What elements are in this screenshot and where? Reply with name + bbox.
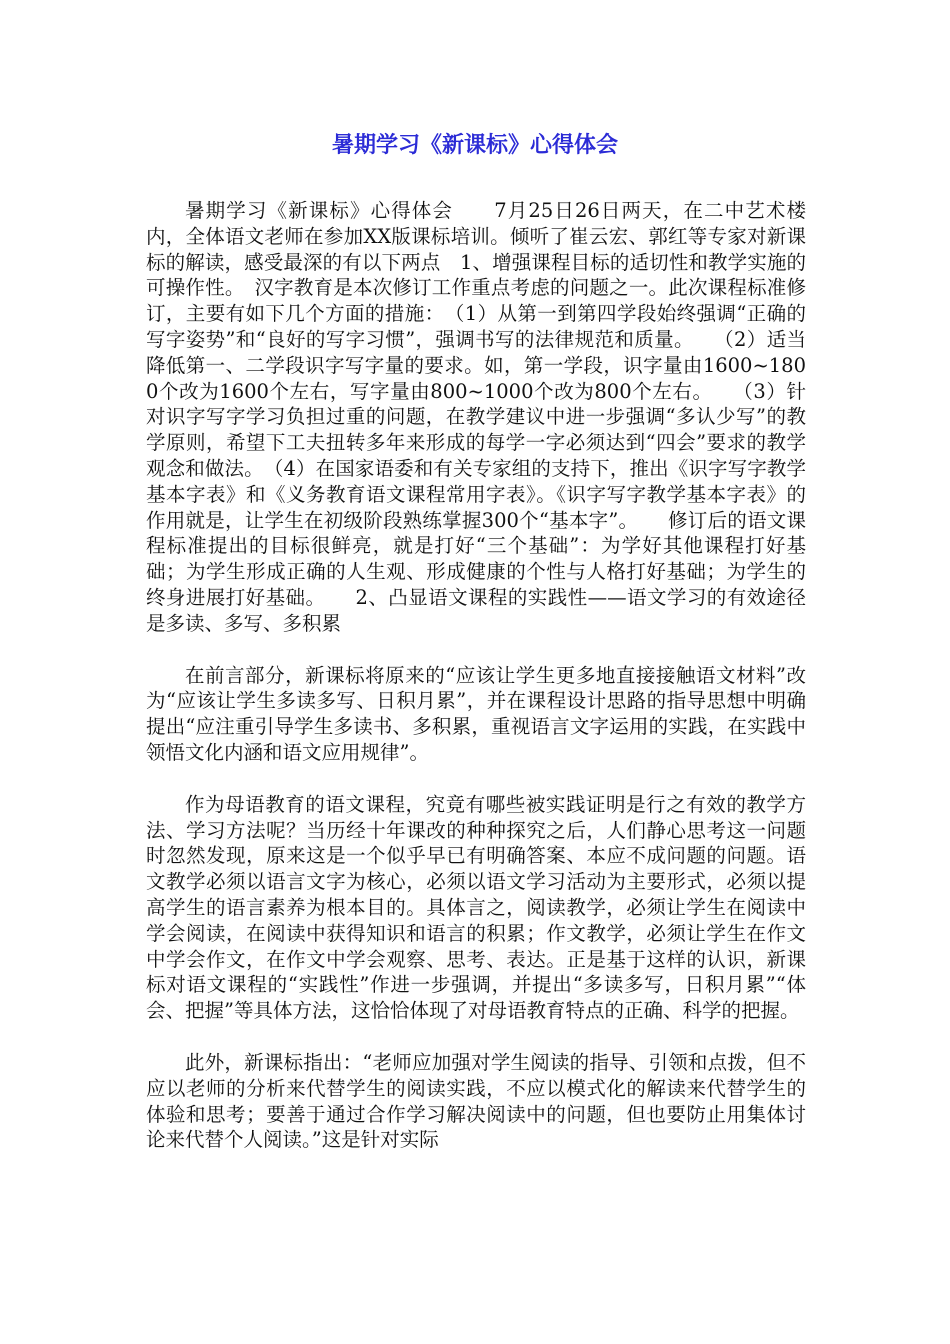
document-title: 暑期学习《新课标》心得体会 [331, 133, 618, 158]
document-body [146, 198, 806, 1179]
body-paragraph-2: 在前言部分，新课标将原来的“应该让学生更多地直接接触语文材料”改为“应该让学生多读多写、日积月累”，并在课程设计思路的指导思想中明确提出“应注重引导学生多读书、多积累，重视语言文字运用的实践，在实践中领悟文化内涵和语文应用规律”。 [146, 663, 806, 764]
body-paragraph-4: 此外，新课标指出：“老师应加强对学生阅读的指导、引领和点拨，但不应以老师的分析来代替学生的阅读实践，不应以模式化的解读来代替学生的体验和思考；要善于通过合作学习解决阅读中的问题，但也要防止用集体讨论来代替个人阅读。”这是针对实际 [146, 1050, 806, 1152]
body-paragraph-1: 暑期学习《新课标》心得体会 7月25日26日两天，在二中艺术楼内，全体语文老师在参加XX版课标培训。倾听了崔云宏、郭红等专家对新课标的解读，感受最深的有以下两点 1、增强课程目标的适切性和教学实施的可操作性。 汉字教育是本次修订工作重点考虑的问题之一。此次课程标准修订，主要有如下几个方面的措施： （1）从第一到第四学段始终强调“正确的写字姿势”和“良好的写字习惯”，强调书写的法律规范和质量。 （2）适当降低第一、二学段识字写字量的要求。如，第一学段，识字量由1600~1800个改为1600个左右，写字量由800~1000个改为800个左右。 （3）针对识字写字学习负担过重的问题，在教学建议中进一步强调“多认少写”的教学原则，希望下工夫扭转多年来形成的每学一字必须达到“四会”要求的教学观念和做法。 （4）在国家语委和有关专家组的支持下，推出《识字写字教学基本字表》和《义务教育语文课程常用字表》。《识字写字教学基本字表》的作用就是，让学生在初级阶段熟练掌握300个“基本字”。 修订后的语文课程标准提出的目标很鲜亮，就是打好“三个基础”：为学好其他课程打好基础；为学生形成正确的人生观、形成健康的个性与人格打好基础；为学生的终身进展打好基础。 2、凸显语文课程的实践性——语文学习的有效途径是多读、多写、多积累 [146, 199, 806, 635]
body-paragraph-3: 作为母语教育的语文课程，究竟有哪些被实践证明是行之有效的教学方法、学习方法呢？当历经十年课改的种种探究之后，人们静心思考这一问题时忽然发现，原来这是一个似乎早已有明确答案、本应不成问题的问题。语文教学必须以语言文字为核心，必须以语文学习活动为主要形式，必须以提高学生的语言素养为根本目的。具体言之，阅读教学，必须让学生在阅读中学会阅读，在阅读中获得知识和语言的积累；作文教学，必须让学生在作文中学会作文，在作文中学会观察、思考、表达。正是基于这样的认识，新课标对语文课程的“实践性”作进一步强调，并提出“多读多写，日积月累”“体会、把握”等具体方法，这恰恰体现了对母语教育特点的正确、科学的把握。 [146, 792, 806, 1023]
